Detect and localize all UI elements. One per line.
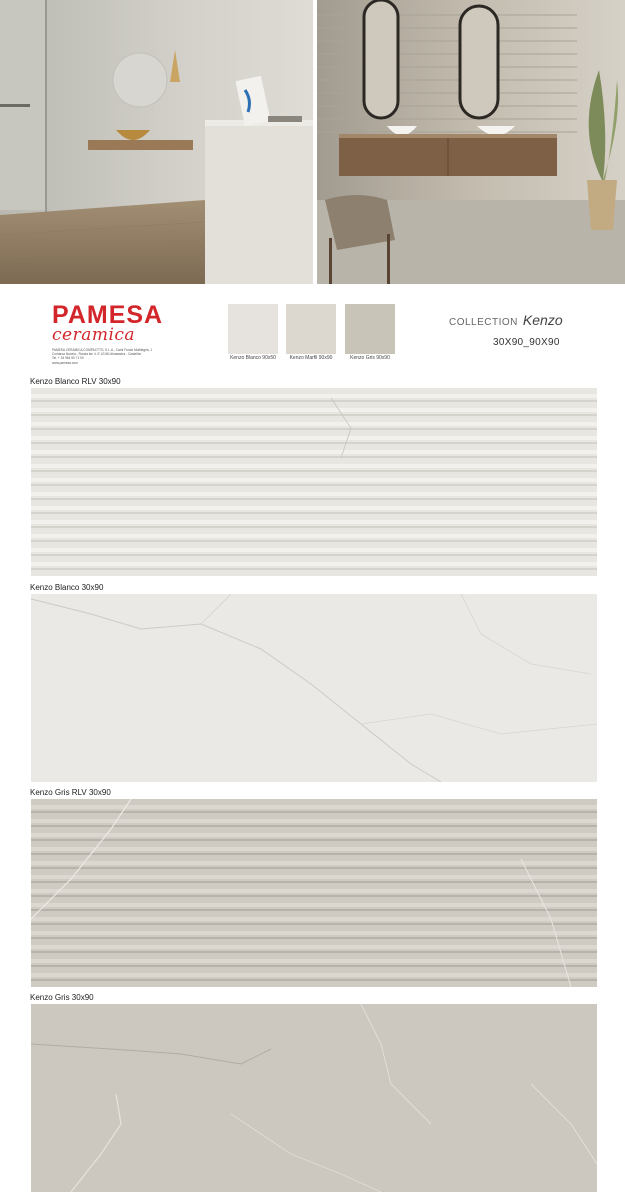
company-address bbox=[52, 348, 170, 365]
tile-kenzo-gris bbox=[31, 1004, 597, 1192]
swatch-label: Kenzo Gris 90x90 bbox=[350, 355, 390, 361]
tile-kenzo-blanco-rlv bbox=[31, 388, 597, 576]
tile-label: Kenzo Gris RLV 30x90 bbox=[30, 788, 111, 797]
address-line: www.pamesa.com bbox=[52, 360, 78, 365]
address-line: PAMESA CERAMICA COMPACTTO, S.L.U., Cami Fondo Multitegria, 1 bbox=[52, 348, 153, 352]
swatch-kenzo-gris bbox=[345, 304, 395, 354]
tile-label: Kenzo Blanco 30x90 bbox=[30, 583, 104, 592]
tile-kenzo-blanco bbox=[31, 594, 597, 782]
swatch-label: Kenzo Blanco 90x50 bbox=[230, 355, 276, 361]
collection-name: Kenzo bbox=[522, 312, 563, 328]
address-line: Tel. + 34 964 50 71 00 bbox=[52, 356, 84, 361]
swatch-kenzo-marfil bbox=[286, 304, 336, 354]
tile-label: Kenzo Gris 30x90 bbox=[30, 993, 94, 1002]
swatch-kenzo-blanco bbox=[228, 304, 278, 354]
collection-sizes: 30X90_90X90 bbox=[493, 337, 560, 348]
hero-photo-left bbox=[0, 0, 313, 284]
brand-script: ceramica bbox=[52, 325, 136, 345]
collection-word: COLLECTION bbox=[449, 317, 518, 328]
tile-label: Kenzo Blanco RLV 30x90 bbox=[30, 377, 121, 386]
tile-kenzo-gris-rlv bbox=[31, 799, 597, 987]
pamesa-logo bbox=[52, 302, 172, 365]
collection-title bbox=[449, 312, 563, 330]
address-line: Comarca Nucela - Ronda km 4. E 12160 Almassera - Castellón bbox=[52, 352, 142, 357]
swatch-label: Kenzo Marfil 90x90 bbox=[289, 355, 333, 361]
hero-photo-right bbox=[317, 0, 625, 284]
brand-name: PAMESA bbox=[52, 301, 164, 329]
